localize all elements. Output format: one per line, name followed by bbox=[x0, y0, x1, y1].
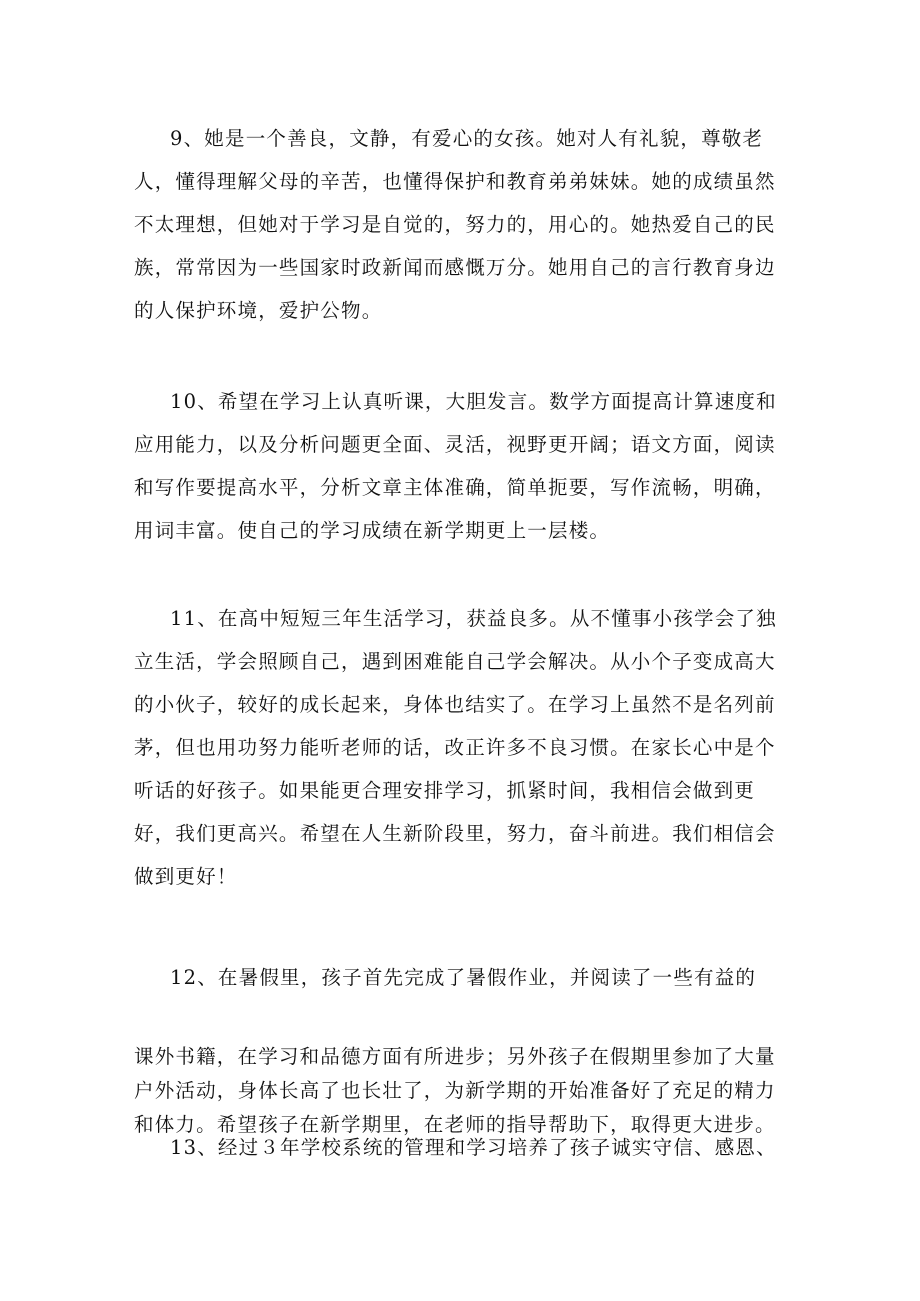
paragraph-line: 9、她是一个善良，文静，有爱心的女孩。她对人有礼貌，尊敬老 bbox=[170, 127, 764, 150]
paragraph-line: 做到更好！ bbox=[134, 865, 238, 888]
paragraph-line: 11、在高中短短三年生活学习，获益良多。从不懂事小孩学会了独 bbox=[170, 607, 777, 630]
paragraph-9 bbox=[134, 117, 774, 332]
paragraph-line: 听话的好孩子。如果能更合理安排学习，抓紧时间，我相信会做到更 bbox=[134, 779, 756, 802]
paragraph-line: 和体力。希望孩子在新学期里，在老师的指导帮助下，取得更大进步。 bbox=[134, 1113, 776, 1136]
paragraph-13 bbox=[134, 1126, 777, 1169]
paragraph-line: 好，我们更高兴。希望在人生新阶段里，努力，奋斗前进。我们相信会 bbox=[134, 822, 776, 845]
paragraph-line: 人，懂得理解父母的辛苦，也懂得保护和教育弟弟妹妹。她的成绩虽然 bbox=[134, 170, 776, 193]
paragraph-line: 12、在暑假里，孩子首先完成了暑假作业，并阅读了一些有益的 bbox=[170, 966, 757, 989]
paragraph-line: 13、经过３年学校系统的管理和学习培养了孩子诚实守信、感恩、 bbox=[170, 1136, 777, 1159]
paragraph-line: 立生活，学会照顾自己，遇到困难能自己学会解决。从小个子变成高大 bbox=[134, 650, 776, 673]
paragraph-line: 和写作要提高水平，分析文章主体准确，简单扼要，写作流畅，明确， bbox=[134, 476, 776, 499]
paragraph-line: 应用能力，以及分析问题更全面、灵活，视野更开阔；语文方面，阅读 bbox=[134, 433, 776, 456]
paragraph-10 bbox=[134, 380, 777, 552]
paragraph-line: 课外书籍，在学习和品德方面有所进步；另外孩子在假期里参加了大量 bbox=[134, 1045, 776, 1068]
paragraph-line: 的小伙子，较好的成长起来，身体也结实了。在学习上虽然不是名列前 bbox=[134, 693, 776, 716]
paragraph-line: 用词丰富。使自己的学习成绩在新学期更上一层楼。 bbox=[134, 519, 611, 542]
paragraph-line: 族，常常因为一些国家时政新闻而感慨万分。她用自己的言行教育身边 bbox=[134, 256, 776, 279]
paragraph-line: 不太理想，但她对于学习是自觉的，努力的，用心的。她热爱自己的民 bbox=[134, 213, 776, 236]
paragraph-line: 户外活动，身体长高了也长壮了，为新学期的开始准备好了充足的精力 bbox=[134, 1079, 776, 1102]
paragraph-line: 10、希望在学习上认真听课，大胆发言。数学方面提高计算速度和 bbox=[170, 390, 777, 413]
paragraph-11 bbox=[134, 597, 777, 898]
paragraph-line: 茅，但也用功努力能听老师的话，改正许多不良习惯。在家长心中是个 bbox=[134, 736, 776, 759]
paragraph-line: 的人保护环境，爱护公物。 bbox=[134, 299, 383, 322]
paragraph-12-first-line bbox=[134, 956, 774, 999]
